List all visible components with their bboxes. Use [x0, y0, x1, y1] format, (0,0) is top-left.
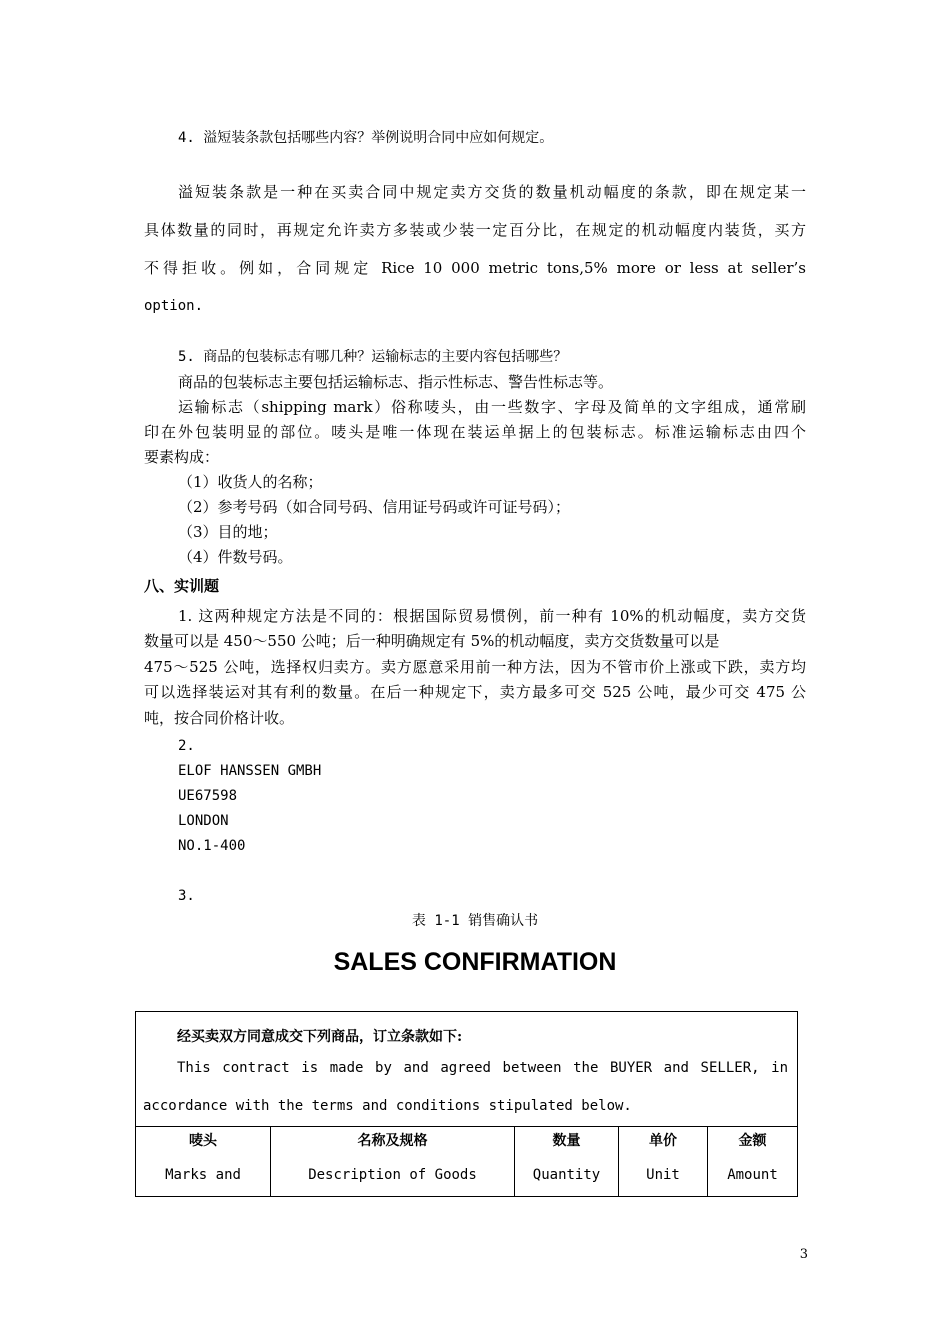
column-header-marks	[135, 1126, 271, 1197]
column-header-zh: 单价	[649, 1133, 677, 1149]
column-header-en: Amount	[727, 1167, 778, 1183]
answer-8-2-number: 2.	[178, 738, 195, 754]
answer-5-line: 运输标志（shipping mark）俗称唛头，由一些数字、字母及简单的文字组成，通常刷	[178, 398, 806, 416]
answer-5-line: 商品的包装标志主要包括运输标志、指示性标志、警告性标志等。	[178, 373, 614, 391]
column-header-en: Marks and	[165, 1167, 241, 1183]
shipping-mark-line: ELOF HANSSEN GMBH	[178, 763, 322, 779]
question-5: 5. 商品的包装标志有哪几种？运输标志的主要内容包括哪些？	[178, 349, 568, 365]
shipping-mark-line: NO.1-400	[178, 838, 246, 854]
list-item: （3）目的地；	[178, 523, 278, 541]
sales-confirmation-intro	[135, 1011, 798, 1127]
column-header-amount	[707, 1126, 798, 1197]
answer-4-line: option.	[144, 298, 204, 314]
column-header-unit	[618, 1126, 708, 1197]
question-4: 4. 溢短装条款包括哪些内容？举例说明合同中应如何规定。	[178, 130, 554, 146]
column-header-zh: 金额	[738, 1133, 767, 1149]
intro-en-line: This contract is made by and agreed between the BUYER and SELLER, in	[177, 1060, 788, 1076]
intro-en-line: accordance with the terms and conditions stipulated below.	[143, 1098, 632, 1114]
answer-4-line: 不得拒收。例如，合同规定 Rice 10 000 metric tons,5% more or less at seller’s	[144, 259, 806, 277]
column-header-zh: 数量	[552, 1133, 581, 1149]
answer-8-1-line: 数量可以是 450～550 公吨；后一种明确规定有 5%的机动幅度，卖方交货数量可以是	[144, 632, 720, 650]
answer-8-1-line: 1. 这两种规定方法是不同的：根据国际贸易惯例，前一种有 10%的机动幅度，卖方交货	[178, 607, 806, 625]
answer-5-line: 要素构成：	[144, 448, 220, 466]
answer-8-1-line: 吨，按合同价格计收。	[144, 709, 295, 727]
section-heading: 八、实训题	[144, 577, 220, 595]
list-item: （4）件数号码。	[178, 548, 293, 566]
column-header-en: Description of Goods	[308, 1167, 477, 1183]
shipping-mark-line: LONDON	[178, 813, 229, 829]
column-header-quantity	[514, 1126, 619, 1197]
shipping-mark-line: UE67598	[178, 788, 238, 804]
answer-4-line: 具体数量的同时，再规定允许卖方多装或少装一定百分比，在规定的机动幅度内装货，买方	[144, 221, 806, 239]
column-header-description	[270, 1126, 515, 1197]
answer-4-line: 溢短装条款是一种在买卖合同中规定卖方交货的数量机动幅度的条款，即在规定某一	[178, 183, 806, 201]
intro-zh: 经买卖双方同意成交下列商品，订立条款如下:	[177, 1029, 463, 1045]
column-header-zh: 名称及规格	[357, 1133, 428, 1149]
list-item: （2）参考号码（如合同号码、信用证号码或许可证号码）；	[178, 498, 571, 516]
column-header-en: Unit	[646, 1167, 680, 1183]
column-header-zh: 唛头	[189, 1133, 217, 1149]
table-caption: 表 1-1 销售确认书	[411, 913, 539, 929]
sales-confirmation-title: SALES CONFIRMATION	[333, 948, 617, 976]
column-header-en: Quantity	[532, 1167, 601, 1183]
answer-5-line: 印在外包装明显的部位。唛头是唯一体现在装运单据上的包装标志。标准运输标志由四个	[144, 423, 806, 441]
list-item: （1）收货人的名称；	[178, 473, 323, 491]
answer-8-1-line: 475～525 公吨，选择权归卖方。卖方愿意采用前一种方法，因为不管市价上涨或下跌，卖方均	[144, 658, 806, 676]
page-number: 3	[799, 1247, 808, 1262]
answer-8-3-number: 3.	[178, 888, 195, 904]
answer-8-1-line: 可以选择装运对其有利的数量。在后一种规定下，卖方最多可交 525 公吨，最少可交 475 公	[144, 683, 806, 701]
